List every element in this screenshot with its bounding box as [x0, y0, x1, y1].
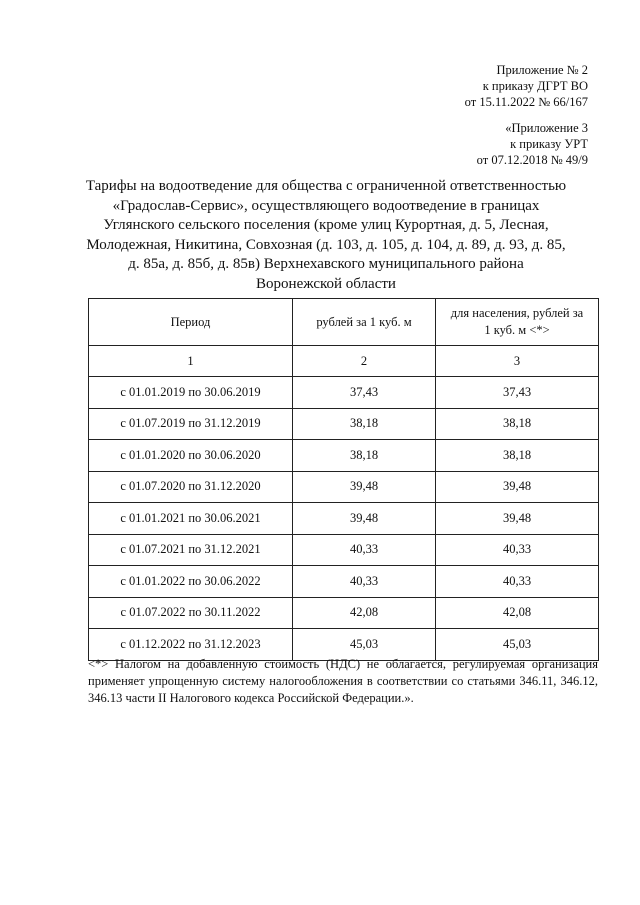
appendix-3-line3: от 07.12.2018 № 49/9 — [476, 153, 588, 167]
title-line: Углянского сельского поселения (кроме улиц Курортная, д. 5, Лесная, — [103, 217, 549, 233]
column-number: 3 — [436, 346, 599, 377]
cell-population: 39,48 — [436, 471, 599, 503]
table-row — [89, 566, 599, 598]
footnote: <*> Налогом на добавленную стоимость (НДС) не облагается, регулируемая организация применяет упрощенную систему налогообложения в соответствии со статьями 346.11, 346.12, 346.13 части II Налогового кодекса Российской Федерации.». — [88, 657, 598, 705]
cell-population: 39,48 — [436, 503, 599, 535]
cell-rate: 39,48 — [293, 503, 436, 535]
cell-rate: 40,33 — [293, 566, 436, 598]
cell-population: 45,03 — [436, 629, 599, 661]
cell-population: 37,43 — [436, 377, 599, 409]
table-row — [89, 377, 599, 409]
table-row — [89, 440, 599, 472]
table-row — [89, 597, 599, 629]
cell-period: с 01.01.2020 по 30.06.2020 — [89, 440, 293, 472]
document-title — [60, 177, 592, 294]
title-line: Молодежная, Никитина, Совхозная (д. 103, д. 105, д. 104, д. 89, д. 93, д. 85, — [86, 236, 566, 253]
cell-period: с 01.12.2022 по 31.12.2023 — [89, 629, 293, 661]
cell-period: с 01.01.2021 по 30.06.2021 — [89, 503, 293, 535]
title-line: Воронежской области — [256, 275, 396, 292]
cell-rate: 42,08 — [293, 597, 436, 629]
cell-rate: 38,18 — [293, 408, 436, 440]
header-population-line2: 1 куб. м <*> — [484, 323, 550, 337]
cell-period: с 01.07.2021 по 31.12.2021 — [89, 534, 293, 566]
cell-rate: 45,03 — [293, 629, 436, 661]
appendix-3-line2: к приказу УРТ — [510, 137, 588, 151]
appendix-3-header — [477, 120, 588, 168]
cell-period: с 01.07.2022 по 30.11.2022 — [89, 597, 293, 629]
appendix-2-header — [465, 62, 588, 110]
cell-rate: 39,48 — [293, 471, 436, 503]
table-row — [89, 503, 599, 535]
appendix-2-line1: Приложение № 2 — [496, 63, 588, 77]
cell-rate: 40,33 — [293, 534, 436, 566]
appendix-2-line3: от 15.11.2022 № 66/167 — [464, 95, 588, 109]
appendix-3-line1: «Приложение 3 — [505, 121, 588, 135]
title-line: Тарифы на водоотведение для общества с ограниченной ответственностью — [85, 178, 567, 194]
column-number-row — [89, 346, 599, 377]
cell-population: 42,08 — [436, 597, 599, 629]
table-row — [89, 471, 599, 503]
title-line: «Градослав-Сервис», осуществляющего водоотведение в границах — [112, 197, 540, 214]
tariffs-table — [88, 298, 599, 661]
cell-period: с 01.01.2022 по 30.06.2022 — [89, 566, 293, 598]
cell-population: 40,33 — [436, 534, 599, 566]
table-row — [89, 534, 599, 566]
header-population-line1: для населения, рублей за — [450, 306, 584, 320]
cell-period: с 01.07.2020 по 31.12.2020 — [89, 471, 293, 503]
column-number: 2 — [293, 346, 436, 377]
header-rate: рублей за 1 куб. м — [293, 299, 436, 346]
cell-rate: 37,43 — [293, 377, 436, 409]
header-period: Период — [89, 299, 293, 346]
cell-rate: 38,18 — [293, 440, 436, 472]
header-population — [436, 299, 599, 346]
cell-period: с 01.07.2019 по 31.12.2019 — [89, 408, 293, 440]
cell-population: 38,18 — [436, 440, 599, 472]
cell-population: 38,18 — [436, 408, 599, 440]
cell-period: с 01.01.2019 по 30.06.2019 — [89, 377, 293, 409]
table-row — [89, 408, 599, 440]
cell-population: 40,33 — [436, 566, 599, 598]
appendix-2-line2: к приказу ДГРТ ВО — [482, 79, 588, 93]
column-number: 1 — [89, 346, 293, 377]
title-line: д. 85а, д. 85б, д. 85в) Верхнехавского муниципального района — [128, 256, 524, 272]
table-header-row — [89, 299, 599, 346]
